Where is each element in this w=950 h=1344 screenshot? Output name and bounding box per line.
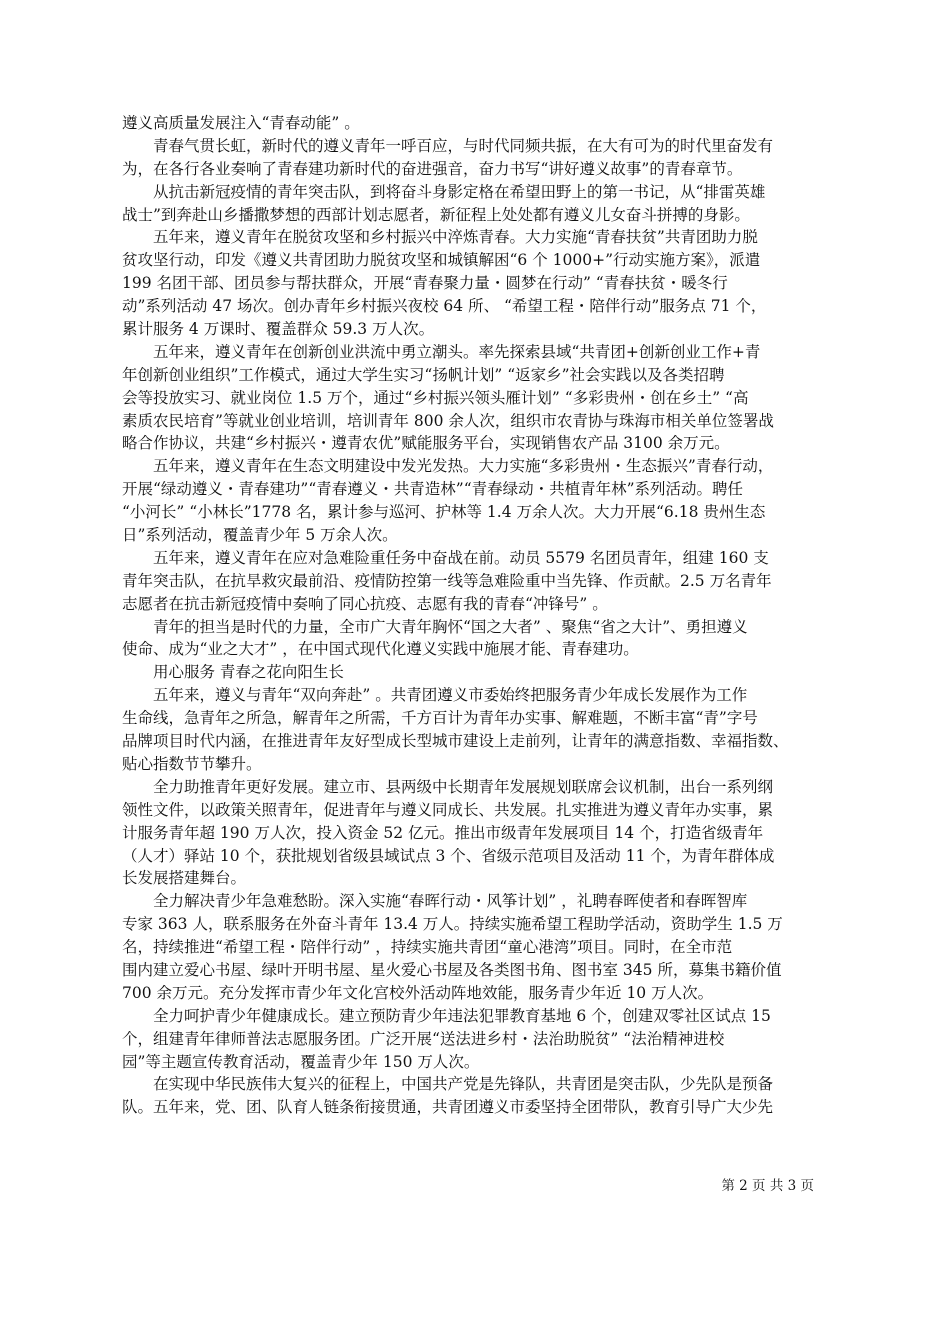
text-line: 五年来，遵义与青年“双向奔赴” 。共青团遵义市委始终把服务青少年成长发展作为工作 bbox=[122, 686, 748, 705]
text-line: 使命、成为“业之大才” ，在中国式现代化遵义实践中施展才能、青春建功。 bbox=[122, 640, 639, 659]
text-line: 青年的担当是时代的力量，全市广大青年胸怀“国之大者” 、聚焦“省之大计”、勇担遵义 bbox=[122, 617, 748, 636]
page-footer bbox=[0, 1177, 814, 1195]
text-line: 动”系列活动 47 场次。创办青年乡村振兴夜校 64 所、 “希望工程・陪伴行动”服务点 71 个， bbox=[122, 297, 767, 316]
text-line: 为，在各行各业奏响了青春建功新时代的奋进强音，奋力书写“讲好遵义故事”的青春章节。 bbox=[122, 159, 743, 178]
text-line: 全力解决青少年急难愁盼。深入实施“春晖行动・风筝计划” ，礼聘春晖使者和春晖智库 bbox=[122, 892, 748, 911]
text-line: 五年来，遵义青年在应对急难险重任务中奋战在前。动员 5579 名团员青年，组建 160 支 bbox=[122, 548, 769, 567]
text-line: 个，组建青年律师普法志愿服务团。广泛开展“送法进乡村・法治助脱贫” “法治精神进校 bbox=[122, 1029, 725, 1048]
text-line: 开展“绿动遵义・青春建功”“青春遵义・共青造林”“青春绿动・共植青年林”系列活动。聘任 bbox=[122, 480, 744, 499]
text-line: 略合作协议，共建“乡村振兴・遵青农优”赋能服务平台，实现销售农产品 3100 余万元。 bbox=[122, 434, 730, 453]
text-line: 五年来，遵义青年在创新创业洪流中勇立潮头。率先探索县域“共青团+创新创业工作+青 bbox=[122, 342, 761, 361]
text-line: 贫攻坚行动，印发《遵义共青团助力脱贫攻坚和城镇解困“6 个 1000+”行动实施方案》，派遣 bbox=[122, 251, 761, 270]
text-line: 日”系列活动，覆盖青少年 5 万余人次。 bbox=[122, 526, 398, 545]
text-line: 名，持续推进“希望工程・陪伴行动” ，持续实施共青团“童心港湾”项目。同时，在全市范 bbox=[122, 938, 733, 957]
text-line: 五年来，遵义青年在脱贫攻坚和乡村振兴中淬炼青春。大力实施“青春扶贫”共青团助力脱 bbox=[122, 228, 758, 247]
text-line: 全力呵护青少年健康成长。建立预防青少年违法犯罪教育基地 6 个，创建双零社区试点 15 bbox=[122, 1006, 771, 1025]
text-line: 年创新创业组织”工作模式，通过大学生实习“扬帆计划” “返家乡”社会实践以及各类招聘 bbox=[122, 365, 725, 384]
text-line: 五年来，遵义青年在生态文明建设中发光发热。大力实施“多彩贵州・生态振兴”青春行动， bbox=[122, 457, 774, 476]
text-line: 志愿者在抗击新冠疫情中奏响了同心抗疫、志愿有我的青春“冲锋号” 。 bbox=[122, 594, 608, 613]
text-line: （人才）驿站 10 个，获批规划省级县域试点 3 个、省级示范项目及活动 11 个，为青年群体成 bbox=[122, 846, 775, 865]
text-line: 素质农民培育”等就业创业培训，培训青年 800 余人次，组织市农青协与珠海市相关单位签署战 bbox=[122, 411, 774, 430]
document-body bbox=[122, 112, 832, 1119]
text-line: 用心服务 青春之花向阳生长 bbox=[122, 663, 344, 682]
text-line: 园”等主题宣传教育活动，覆盖青少年 150 万人次。 bbox=[122, 1052, 480, 1071]
text-line: 专家 363 人，联系服务在外奋斗青年 13.4 万人。持续实施希望工程助学活动，资助学生 1.5 万 bbox=[122, 915, 783, 934]
text-line: 全力助推青年更好发展。建立市、县两级中长期青年发展规划联席会议机制，出台一系列纲 bbox=[122, 777, 774, 796]
text-line: 700 余万元。充分发挥市青少年文化宫校外活动阵地效能，服务青少年近 10 万人次。 bbox=[122, 983, 714, 1002]
text-line: 围内建立爱心书屋、绿叶开明书屋、星火爱心书屋及各类图书角、图书室 345 所，募集书籍价值 bbox=[122, 960, 782, 979]
text-line: 从抗击新冠疫情的青年突击队，到将奋斗身影定格在希望田野上的第一书记，从“排雷英雄 bbox=[122, 182, 766, 201]
text-line: 青春气贯长虹，新时代的遵义青年一呼百应，与时代同频共振，在大有可为的时代里奋发有 bbox=[122, 136, 774, 155]
text-line: 青年突击队，在抗旱救灾最前沿、疫情防控第一线等急难险重中当先锋、作贡献。2.5 万名青年 bbox=[122, 571, 772, 590]
text-line: 累计服务 4 万课时、覆盖群众 59.3 万人次。 bbox=[122, 320, 435, 339]
text-line: 队。五年来，党、团、队育人链条衔接贯通，共青团遵义市委坚持全团带队，教育引导广大少先 bbox=[122, 1098, 774, 1117]
text-line: 品牌项目时代内涵，在推进青年友好型成长型城市建设上走前列，让青年的满意指数、幸福指数、 bbox=[122, 732, 789, 751]
text-line: “小河长” “小林长”1778 名，累计参与巡河、护林等 1.4 万余人次。大力开展“6.18 贵州生态 bbox=[122, 503, 766, 522]
text-line: 生命线，急青年之所急，解青年之所需，千方百计为青年办实事、解难题，不断丰富“青”字号 bbox=[122, 709, 758, 728]
text-line: 会等投放实习、就业岗位 1.5 万个，通过“乡村振兴领头雁计划” “多彩贵州・创在乡土” “高 bbox=[122, 388, 749, 407]
text-line: 贴心指数节节攀升。 bbox=[122, 754, 262, 773]
text-line: 计服务青年超 190 万人次，投入资金 52 亿元。推出市级青年发展项目 14 个，打造省级青年 bbox=[122, 823, 764, 842]
text-line: 领性文件，以政策关照青年，促进青年与遵义同成长、共发展。扎实推进为遵义青年办实事，累 bbox=[122, 800, 774, 819]
text-line: 在实现中华民族伟大复兴的征程上，中国共产党是先锋队，共青团是突击队，少先队是预备 bbox=[122, 1075, 774, 1094]
text-line: 战士”到奔赴山乡播撒梦想的西部计划志愿者，新征程上处处都有遵义儿女奋斗拼搏的身影。 bbox=[122, 205, 750, 224]
text-line: 199 名团干部、团员参与帮扶群众，开展“青春聚力量・圆梦在行动” “青春扶贫・暖冬行 bbox=[122, 274, 728, 293]
text-line: 遵义高质量发展注入“青春动能” 。 bbox=[122, 114, 360, 132]
text-line: 长发展搭建舞台。 bbox=[122, 869, 247, 888]
page-number: 第 2 页 共 3 页 bbox=[721, 1178, 814, 1194]
